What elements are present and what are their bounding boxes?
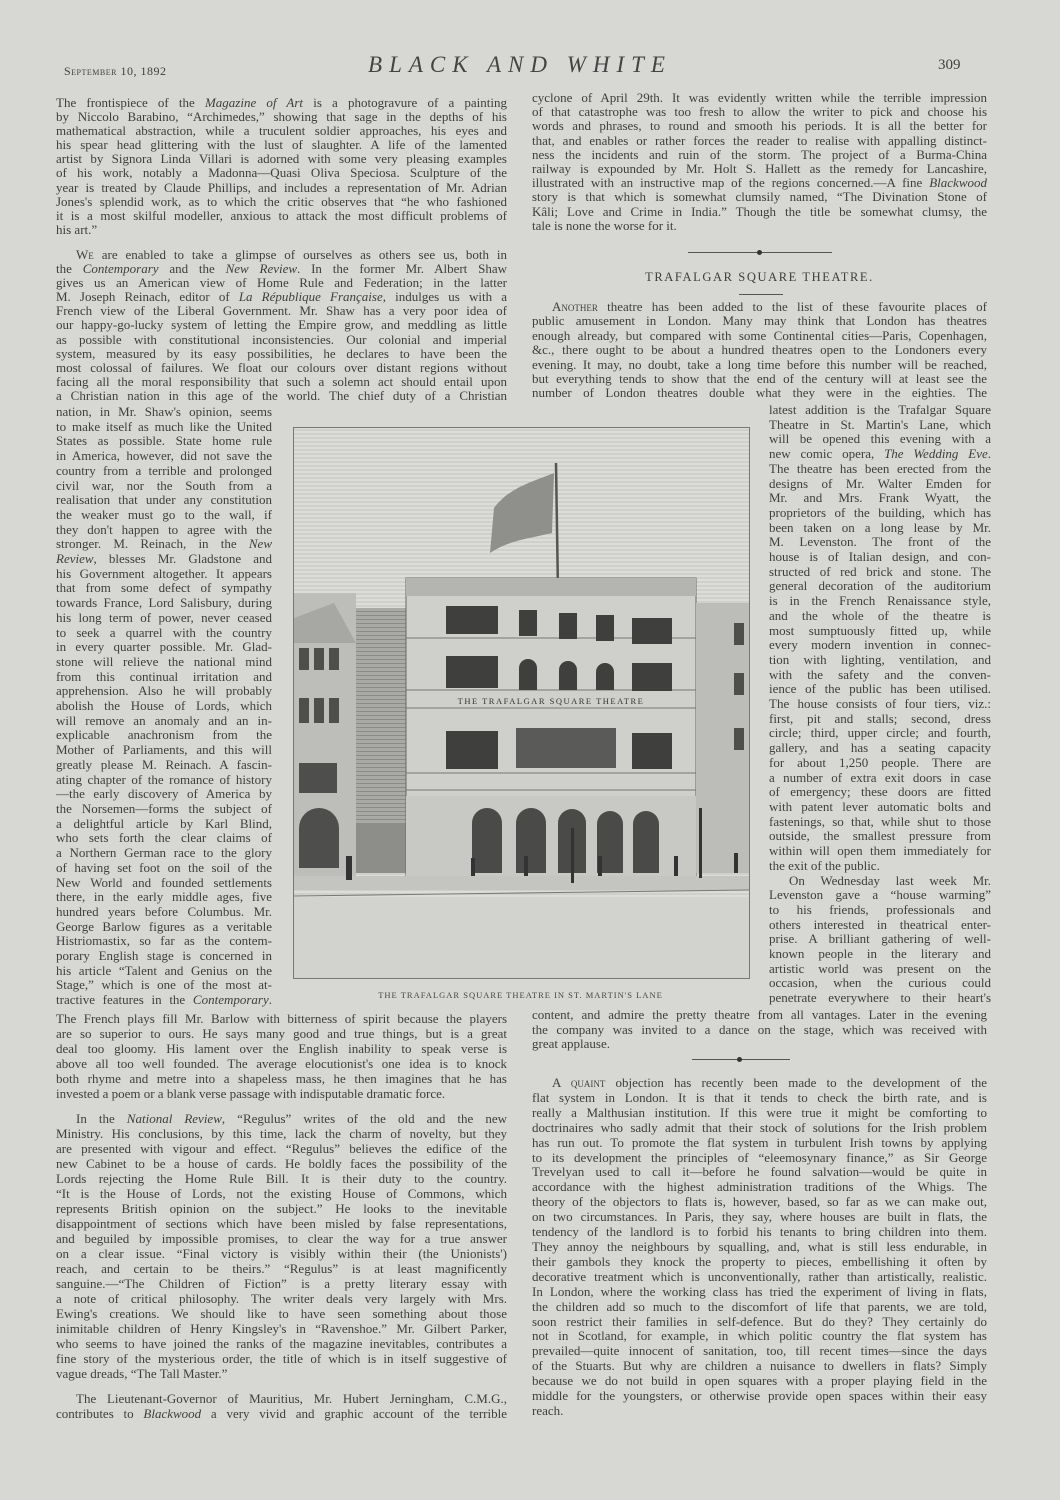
paragraph: [56, 1011, 507, 1101]
text-line: circle; third, upper circle; and fourth,: [769, 725, 991, 741]
text-line: above all too well founded. The average elocutionist's one idea is to knock: [56, 1056, 507, 1071]
article-flat-system: [532, 1076, 987, 1419]
text-line: soon restrict their families in self-defence. But do they? They certainly do: [532, 1313, 987, 1329]
text-line: Levenston gave a “house warming”: [769, 887, 991, 903]
article-blackwood-continued: [532, 91, 987, 233]
text-line: it is a most skilful modeller, anxious to attack the most difficult problems of: [56, 207, 507, 223]
text-line: The frontispiece of the Magazine of Art is a photogravure of a painting: [56, 95, 507, 110]
text-line: that, and enables or rather forces the reader to realise with appalling distinct-: [532, 132, 987, 148]
text-line: flat system in London. It is that it tends to check the birth rate, and is: [532, 1089, 987, 1105]
paragraph: [532, 300, 987, 401]
text-line: The theatre has been erected from the: [769, 460, 991, 476]
text-line: that from some defect of sympathy: [56, 580, 272, 596]
text-line: general decoration of the auditorium: [769, 578, 991, 594]
text-line: Kâli; Love and Crime in India.” Though the title be somewhat clumsy, the: [532, 203, 987, 219]
text-line: but everything tends to show that the end of the century will at least see the: [532, 371, 987, 387]
text-line: George Barlow figures as a veritable: [56, 918, 272, 934]
text-line: hundred years before Columbus. Mr.: [56, 903, 272, 919]
text-line: artist by Signora Linda Villari is adorned with some very pleasing examples: [56, 151, 507, 167]
text-line: new comic opera, The Wedding Eve.: [769, 446, 992, 462]
text-line: great applause.: [532, 1036, 610, 1052]
text-line: French view of the Liberal Government. Mr. Shaw has a very poor idea of: [56, 303, 507, 319]
text-line: vague dreads, “The Tall Master.”: [56, 1366, 228, 1381]
text-line: ness the incidents and ruin of the storm. The project of a Burma-China: [532, 146, 987, 162]
text-line: stone will relieve the national mind: [56, 653, 272, 669]
text-line: country from a terrible and prolonged: [56, 462, 272, 478]
text-line: tale is none the worse for it.: [532, 217, 677, 233]
text-line: because we do not build in open squares with a proper playing field in the: [532, 1373, 987, 1389]
text-line: for about 1,250 people. There are: [769, 754, 991, 770]
text-line: evening. It may, no doubt, take a long time before this number will be reached,: [532, 356, 987, 372]
text-line: The French plays fill Mr. Barlow with bitterness of spirit because the players: [56, 1011, 507, 1026]
text-line: —the early discovery of America by: [56, 786, 272, 802]
text-line: of emergency; these doors are fitted: [769, 784, 991, 800]
paragraph: [532, 1008, 987, 1052]
text-line: invested a poem or a blank verse passage with indisputable dramatic force.: [56, 1086, 446, 1101]
text-line: reach.: [532, 1402, 564, 1418]
text-line: outside, the smallest pressure from: [769, 828, 991, 844]
text-line: tion with lighting, ventilation, and: [769, 651, 991, 667]
text-line: in America, however, did not save the: [56, 448, 272, 464]
text-line: States as possible. State home rule: [56, 433, 272, 449]
text-line: designs of Mr. Walter Emden for: [769, 475, 991, 491]
text-line: &c., there ought to be about a hundred theatres open to the Londoners every: [532, 342, 987, 358]
text-line: Mother of Parliaments, and this will: [56, 742, 272, 758]
text-line: in every quarter possible. Mr. Glad-: [56, 639, 272, 655]
text-line: his long term of power, never ceased: [56, 609, 272, 625]
engraving-of-theatre: [294, 428, 749, 978]
text-line: most sumptuously fitted up, while: [769, 622, 991, 638]
text-line: a note of critical philosophy. The writer deals very largely with Mrs.: [56, 1291, 507, 1306]
text-line: We are enabled to take a glimpse of ourselves as others see us, both in: [76, 246, 507, 262]
paragraph: [532, 91, 987, 233]
text-line: artistic world was present on the: [769, 960, 991, 976]
article-theatre-end: [532, 1008, 987, 1052]
text-line: Stage,” which is one of the most at-: [56, 977, 272, 993]
paragraph: [56, 248, 507, 403]
paragraph: [56, 96, 507, 237]
text-line: his spear head glittering with the lust of slaughter. A life of the lamented: [56, 137, 507, 153]
text-line: ience of the public has been utilised.: [769, 681, 991, 697]
text-line: to its development the principles of “eleemosynary finance,” as Sir George: [532, 1149, 987, 1165]
text-line: apprehension. Also he will probably: [56, 683, 272, 699]
text-line: reach, and certain to be theirs.” “Regulus” is at least magnificently: [56, 1261, 507, 1276]
text-line: really a Malthusian institution. If this were true it might be comforting to: [532, 1104, 987, 1120]
text-line: with patent lever automatic bolts and: [769, 798, 991, 814]
text-line: their gambols they knock the property to pieces, embellishing it often by: [532, 1253, 987, 1269]
text-line: a Northern German race to the glory: [56, 845, 272, 861]
text-line: Mr. and Mrs. Frank Wyatt, the: [769, 490, 991, 506]
text-line: penetrate everywhere to their heart's: [769, 990, 991, 1006]
text-line: realisation that under any constitution: [56, 492, 272, 508]
article-magazines: [56, 96, 507, 403]
text-line: the exit of the public.: [769, 857, 880, 873]
text-line: The Lieutenant-Governor of Mauritius, Mr. Hubert Jerningham, C.M.G.,: [76, 1391, 507, 1406]
text-line: and the whole of the theatre is: [769, 607, 991, 623]
article-theatre-narrow-column: [769, 403, 991, 1006]
text-line: enough already, but compared with some Continental cities—Paris, Copenhagen,: [532, 327, 987, 343]
paragraph: [532, 1076, 987, 1419]
text-line: latest addition is the Trafalgar Square: [769, 402, 991, 417]
text-line: who sets forth the clear claims of: [56, 830, 272, 846]
text-line: the weaker must go to the wall, if: [56, 506, 272, 522]
text-line: They annoy the neighbours by squalling, and, what is still less endurable, in: [532, 1238, 987, 1254]
text-line: on a clear issue. “Final victory is visibly within their (the Unionists'): [56, 1246, 507, 1261]
text-line: In London, where the working class has tried the experiment of living in flats,: [532, 1283, 987, 1299]
divider-ornament: [757, 250, 762, 255]
text-line: of his work, notably a Madonna—Quasi Oliva Speciosa. Sculpture of the: [56, 165, 507, 181]
text-line: with the safety and the conven-: [769, 666, 991, 682]
text-line: and beguiled by impossible promises, to clear the way for a true answer: [56, 1231, 507, 1246]
text-line: from this continual irritation and: [56, 668, 272, 684]
text-line: explicable anachronism from the: [56, 727, 272, 743]
text-line: will be opened this evening with a: [769, 431, 991, 447]
text-line: our happy-go-lucky system of letting the Empire grow, and meddling as little: [56, 317, 507, 333]
text-line: to seek a quarrel with the country: [56, 624, 272, 640]
text-line: system, measured by its easy possibilities, he declares to have been the: [56, 345, 507, 361]
figure-caption: THE TRAFALGAR SQUARE THEATRE IN ST. MARTIN'S LANE: [378, 990, 663, 1000]
text-line: inimitable children of Henry Kingsley's in “Ravenshoe.” Mr. Gilbert Parker,: [56, 1321, 507, 1336]
text-line: abolish the House of Lords, which: [56, 698, 272, 714]
text-line: greatly please M. Reinach. A fascin-: [56, 756, 272, 772]
text-line: by Niccolo Barabino, “Archimedes,” showing that sage in the depths of his: [56, 109, 507, 125]
text-line: to his friends, professionals and: [769, 901, 991, 917]
text-line: story is that which is somewhat clumsily named, “The Divination Stone of: [532, 189, 987, 205]
text-line: theory of the objectors to flats is, however, based, so far as we can make out,: [532, 1194, 987, 1210]
text-line: fine story of the mysterious order, the title of which is in itself suggestive of: [56, 1351, 507, 1366]
text-line: prise. A brilliant gathering of well-: [769, 931, 991, 947]
text-line: M. Levenston. The front of the: [769, 534, 991, 550]
text-line: gives us an American view of Home Rule and Federation; in the latter: [56, 275, 507, 291]
text-line: gallery, and has a seating capacity: [769, 740, 991, 756]
text-line: they don't happen to agree with the: [56, 521, 272, 537]
text-line: of that catastrophe was too fresh to allow the writer to pick and choose his: [532, 104, 987, 120]
text-line: ating chapter of the romance of history: [56, 771, 272, 787]
building-sign-text: THE TRAFALGAR SQUARE THEATRE: [457, 696, 645, 706]
paragraph: [56, 405, 272, 1008]
text-line: known people in the literary and: [769, 946, 991, 962]
page-number: 309: [938, 57, 961, 73]
text-line: is in the French Renaissance style,: [769, 593, 991, 609]
text-line: Ewing's creations. We should like to have seen something about those: [56, 1306, 507, 1321]
text-line: contributes to Blackwood a very vivid and graphic account of the terrible: [56, 1406, 507, 1421]
text-line: Lords rejecting the Home Rule Bill. It is their duty to the country.: [56, 1171, 507, 1186]
text-line: within will open them immediately for: [769, 843, 991, 859]
text-line: railway is expounded by Mr. Holt S. Hallett as the remedy for Lancashire,: [532, 161, 987, 177]
text-line: illustrated with an instructive map of the regions concerned.—A fine Blackwood: [532, 175, 987, 191]
text-line: middle for the youngsters, or otherwise provide open spaces within their easy: [532, 1388, 987, 1404]
text-line: both rhyme and metre into a shapeless mass, he then imagines that he has: [56, 1071, 507, 1086]
text-line: nation, in Mr. Shaw's opinion, seems: [56, 404, 272, 419]
text-line: the children add so much to the discomfort of life that parents, we are told,: [532, 1298, 987, 1314]
text-line: Review, blesses Mr. Gladstone and: [56, 551, 272, 567]
text-line: tendency of the landlord is to forbid his tenants to bring children into them.: [532, 1224, 987, 1240]
text-line: Jones's splendid work, as to which the critic observes that “he who fashioned: [56, 193, 507, 209]
text-line: Another theatre has been added to the list of these favourite places of: [552, 299, 987, 314]
text-line: accordance with the highest administration traditions of the Whigs. The: [532, 1179, 987, 1195]
paragraph: [769, 874, 991, 1006]
section-heading: TRAFALGAR SQUARE THEATRE.: [645, 270, 874, 284]
text-line: a number of extra exit doors in case: [769, 769, 991, 785]
text-line: number of London theatres double what they were in the eighties. The: [532, 385, 987, 401]
text-line: structed of red brick and stone. The: [769, 563, 991, 579]
text-line: facing all the moral responsibility that such a solemn act should entail upon: [56, 373, 507, 389]
masthead-title: BLACK AND WHITE: [368, 52, 672, 77]
text-line: a Christian nation in this age of the world. The chief duty of a Christian: [56, 387, 507, 403]
text-line: house is of Italian design, and con-: [769, 549, 991, 565]
paragraph: [56, 1111, 507, 1381]
text-line: Ministry. His conclusions, by this time, lack the charm of novelty, but they: [56, 1126, 507, 1141]
text-line: are presented with vigour and effect. “Regulus” believes the edifice of the: [56, 1141, 507, 1156]
text-line: as possible with constitutional inconsistencies. Our colonial and imperial: [56, 331, 507, 347]
text-line: doctrinaires who sadly admit that their stock of solutions for the Irish problem: [532, 1119, 987, 1135]
text-line: deal too gloomy. His lament over the English inability to speak verse is: [56, 1041, 507, 1056]
text-line: cyclone of April 29th. It was evidently written while the terrible impression: [532, 90, 987, 105]
text-line: the Norsemen—forms the subject of: [56, 800, 272, 816]
text-line: content, and admire the pretty theatre from all vantages. Later in the evening: [532, 1007, 987, 1022]
text-line: new Cabinet to be a house of cards. He boldly faces the possibility of the: [56, 1156, 507, 1171]
text-line: prevailed—quite innocent of sanitation, too, till recent times—since the days: [532, 1343, 987, 1359]
text-line: fastenings, so that, while shut to those: [769, 813, 991, 829]
text-line: been taken on a long lease by Mr.: [769, 519, 991, 535]
text-line: Trevelyan used to call it—before he found salvation—would be quite in: [532, 1164, 987, 1180]
text-line: there, in the early middle ages, five: [56, 889, 272, 905]
text-line: civil war, nor the South from a: [56, 477, 272, 493]
paragraph: [56, 1391, 507, 1421]
text-line: a delightful article by Karl Blind,: [56, 815, 272, 831]
text-line: every modern invention in connec-: [769, 637, 991, 653]
text-line: The house consists of four tiers, viz.:: [769, 696, 991, 712]
text-line: In the National Review, “Regulus” writes of the old and the new: [76, 1111, 508, 1126]
text-line: first, pit and stalls; second, dress: [769, 710, 991, 726]
text-line: the Contemporary and the New Review. In the former Mr. Albert Shaw: [56, 261, 507, 277]
text-line: mathematical abstraction, while a truculent soldier approaches, his eyes and: [56, 123, 507, 139]
text-line: Histriomastix, so far as the contem-: [56, 933, 272, 949]
text-line: “It is the House of Lords, not the existing House of Commons, which: [56, 1186, 507, 1201]
text-line: will remove an anomaly and an in-: [56, 712, 272, 728]
text-line: sanguine.—“The Children of Fiction” is a pretty literary essay with: [56, 1276, 507, 1291]
article-theatre-intro: [532, 300, 987, 401]
text-line: stronger. M. Reinach, in the New: [56, 536, 272, 552]
issue-date: September 10, 1892: [64, 64, 167, 78]
article-magazines-continued: [56, 1011, 507, 1421]
paragraph: [769, 403, 991, 874]
text-line: who seems to have joined the ranks of the magazine inevitables, contributes a: [56, 1336, 507, 1351]
text-line: his article “Talent and Genius on the: [56, 962, 272, 978]
text-line: porary English stage is concerned in: [56, 948, 272, 964]
text-line: his Government altogether. It appears: [56, 565, 272, 581]
text-line: most colossal of failures. We float our colours over distant regions without: [56, 359, 507, 375]
text-line: the company was invited to a dance on the stage, which was received with: [532, 1021, 987, 1037]
text-line: his art.”: [56, 221, 98, 237]
text-line: occasion, when the curious could: [769, 975, 991, 991]
text-line: A quaint objection has recently been made to the development of the: [552, 1075, 987, 1090]
text-line: of having set foot on the soil of the: [56, 859, 272, 875]
text-line: decorative treatment which is unconventionally, rather than artistically, realistic.: [532, 1268, 987, 1284]
text-line: not in Scotland, for example, in which politic country the flat system has: [532, 1328, 987, 1344]
theatre-illustration: [293, 427, 750, 979]
text-line: has run out. To promote the flat system in turbulent Irish towns by applying: [532, 1134, 987, 1150]
text-line: disappointment of sections which have been misled by false representations,: [56, 1216, 507, 1231]
text-line: M. Joseph Reinach, editor of La République Française, indulges us with a: [56, 289, 507, 305]
text-line: others interested in theatrical enter-: [769, 916, 991, 932]
text-line: year is treated by Claude Phillips, and includes a representation of Mr. Adrian: [56, 179, 507, 195]
text-line: to make itself as much like the United: [56, 418, 272, 434]
text-line: Theatre in St. Martin's Lane, which: [769, 416, 991, 432]
text-line: proprietors of the building, which has: [769, 504, 991, 520]
text-line: public amusement in London. Many may think that London has theatres: [532, 313, 987, 329]
text-line: on two circumstances. In Paris, they say, where houses are built in flats, the: [532, 1209, 987, 1225]
divider-ornament: [737, 1057, 742, 1062]
article-magazines-narrow-column: [56, 405, 272, 1008]
text-line: New World and founded settlements: [56, 874, 272, 890]
text-line: represents British opinion on the subject.” He looks to the inevitable: [56, 1201, 507, 1216]
text-line: tractive features in the Contemporary.: [56, 992, 272, 1008]
text-line: of the Stuarts. But why are children a nuisance to dwellers in flats? Simply: [532, 1358, 987, 1374]
heading-underline: [739, 294, 783, 295]
text-line: are so superior to ours. He says many good and true things, but is a great: [56, 1026, 507, 1041]
text-line: towards France, Lord Salisbury, during: [56, 595, 272, 611]
text-line: words and phrases, to round and smooth his periods. It is all the better for: [532, 118, 987, 134]
text-line: On Wednesday last week Mr.: [789, 872, 991, 888]
